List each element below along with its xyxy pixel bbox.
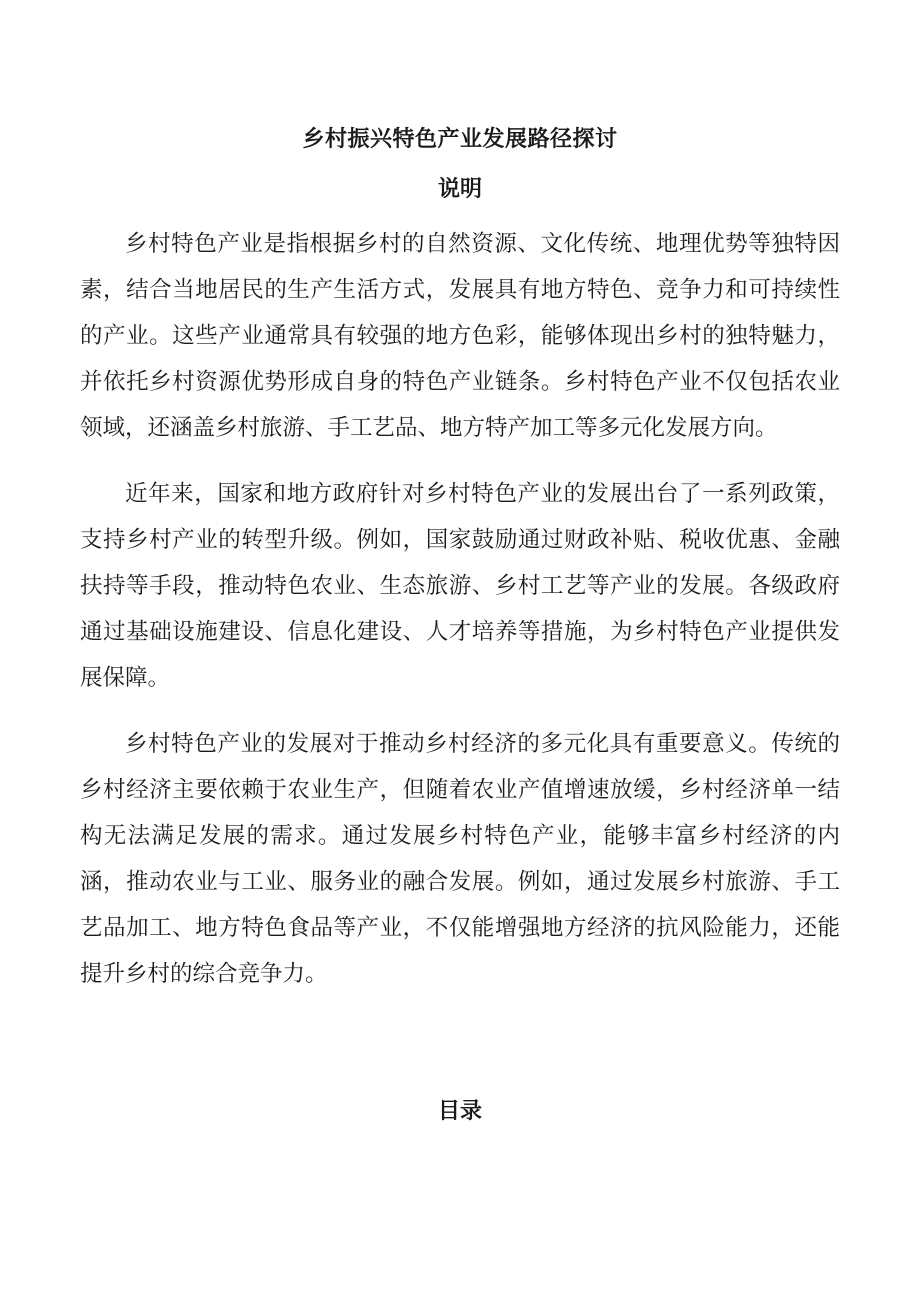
paragraph-2: 近年来，国家和地方政府针对乡村特色产业的发展出台了一系列政策，支持乡村产业的转型升级。例如，国家鼓励通过财政补贴、税收优惠、金融扶持等手段，推动特色农业、生态旅游、乡村工艺等产业的发展。各级政府通过基础设施建设、信息化建设、人才培养等措施，为乡村特色产业提供发展保障。 <box>80 481 840 691</box>
paragraph-1: 乡村特色产业是指根据乡村的自然资源、文化传统、地理优势等独特因素，结合当地居民的生产生活方式，发展具有地方特色、竞争力和可持续性的产业。这些产业通常具有较强的地方色彩，能够体现出乡村的独特魅力，并依托乡村资源优势形成自身的特色产业链条。乡村特色产业不仅包括农业领域，还涵盖乡村旅游、手工艺品、地方特产加工等多元化发展方向。 <box>80 231 840 441</box>
document-body <box>80 221 840 1017</box>
paragraph-3: 乡村特色产业的发展对于推动乡村经济的多元化具有重要意义。传统的乡村经济主要依赖于农业生产，但随着农业产值增速放缓，乡村经济单一结构无法满足发展的需求。通过发展乡村特色产业，能够丰富乡村经济的内涵，推动农业与工业、服务业的融合发展。例如，通过发展乡村旅游、手工艺品加工、地方特色食品等产业，不仅能增强地方经济的抗风险能力，还能提升乡村的综合竞争力。 <box>80 731 840 987</box>
intro-heading: 说明 <box>437 176 482 202</box>
document-title: 乡村振兴特色产业发展路径探讨 <box>302 126 618 152</box>
toc-heading: 目录 <box>437 1098 482 1124</box>
